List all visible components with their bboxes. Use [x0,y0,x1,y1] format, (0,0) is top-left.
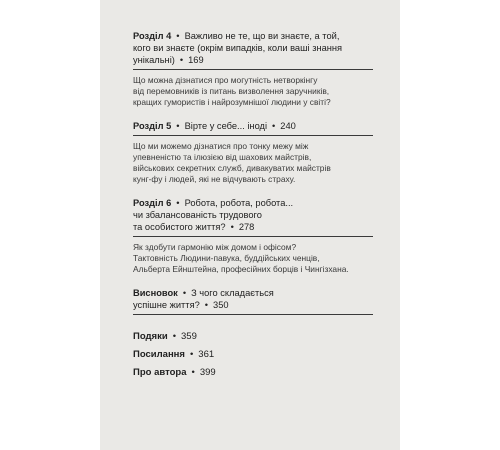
bullet: • [272,121,276,131]
chapter-heading [133,30,373,66]
bullet: • [176,121,180,131]
backmatter-label: Подяки [133,331,168,342]
chapter-description [133,75,373,108]
chapter-heading [133,120,373,132]
chapter-title-line: кого ви знаєте (окрім випадків, коли ваші знання [133,43,343,53]
chapter-entry-4 [133,30,373,108]
page-number: 240 [280,121,296,131]
chapter-entry-5 [133,120,373,185]
page-number: 278 [238,222,255,232]
chapter-title-line: Вірте у себе... іноді [184,121,268,131]
bullet: • [230,222,234,232]
bullet: • [172,331,177,342]
divider [133,69,373,70]
description-line: військових секретних служб, дивакуватих майстрів [133,163,331,173]
chapter-title-line: Робота, робота, робота... [184,198,294,208]
chapter-heading [133,287,373,311]
page-number: 169 [188,55,204,65]
description-line: кращих гумористів і найрозумнішої людини у світі? [133,97,331,107]
chapter-label: Розділ 5 [133,121,172,131]
description-line: упевненістю та ілюзією від шахових майстрів, [133,152,312,162]
page-number: 359 [181,331,197,342]
bullet: • [176,31,180,41]
backmatter-entry-references [133,349,373,361]
chapter-title-line: унікальні) [133,55,175,65]
divider [133,135,373,136]
conclusion-entry [133,287,373,315]
chapter-description [133,141,373,185]
description-line: кунг-фу і людей, які не відчувають страху. [133,174,296,184]
table-of-contents [133,30,373,385]
chapter-heading [133,197,373,233]
description-line: Альберта Ейнштейна, професійних борців і Чингізхана. [133,264,349,274]
chapter-title-line: З чого складається [191,288,274,298]
chapter-entry-6 [133,197,373,275]
chapter-title-line: та особистого життя? [133,222,226,232]
bullet: • [189,349,194,360]
page-number: 399 [199,367,216,378]
bullet: • [182,288,187,298]
chapter-label: Розділ 4 [133,31,172,41]
description-line: Що можна дізнатися про могутність нетворкінгу [133,75,318,85]
bullet: • [179,55,184,65]
book-page [100,0,400,450]
page-number: 350 [213,300,229,310]
chapter-title-line: успішне життя? [133,300,200,310]
divider [133,236,373,237]
description-line: Як здобути гармонію між домом і офісом? [133,242,297,252]
backmatter-entry-acknowledgements [133,331,373,343]
description-line: від перемовників із питань визволення заручників, [133,86,330,96]
chapter-label: Розділ 6 [133,198,172,208]
page-number: 361 [198,349,215,360]
chapter-title-line: чи збалансованість трудового [133,210,262,220]
description-line: Що ми можемо дізнатися про тонку межу між [133,141,309,151]
chapter-description [133,242,373,275]
chapter-label: Висновок [133,288,178,298]
bullet: • [176,198,180,208]
divider [133,314,373,315]
backmatter-label: Про автора [133,367,187,378]
bullet: • [191,367,195,378]
bullet: • [204,300,209,310]
backmatter-label: Посилання [133,349,185,360]
backmatter-entry-about-author [133,367,373,379]
chapter-title-line: Важливо не те, що ви знаєте, а той, [184,31,340,41]
description-line: Тактовність Людини-павука, буддійських ченців, [133,253,320,263]
